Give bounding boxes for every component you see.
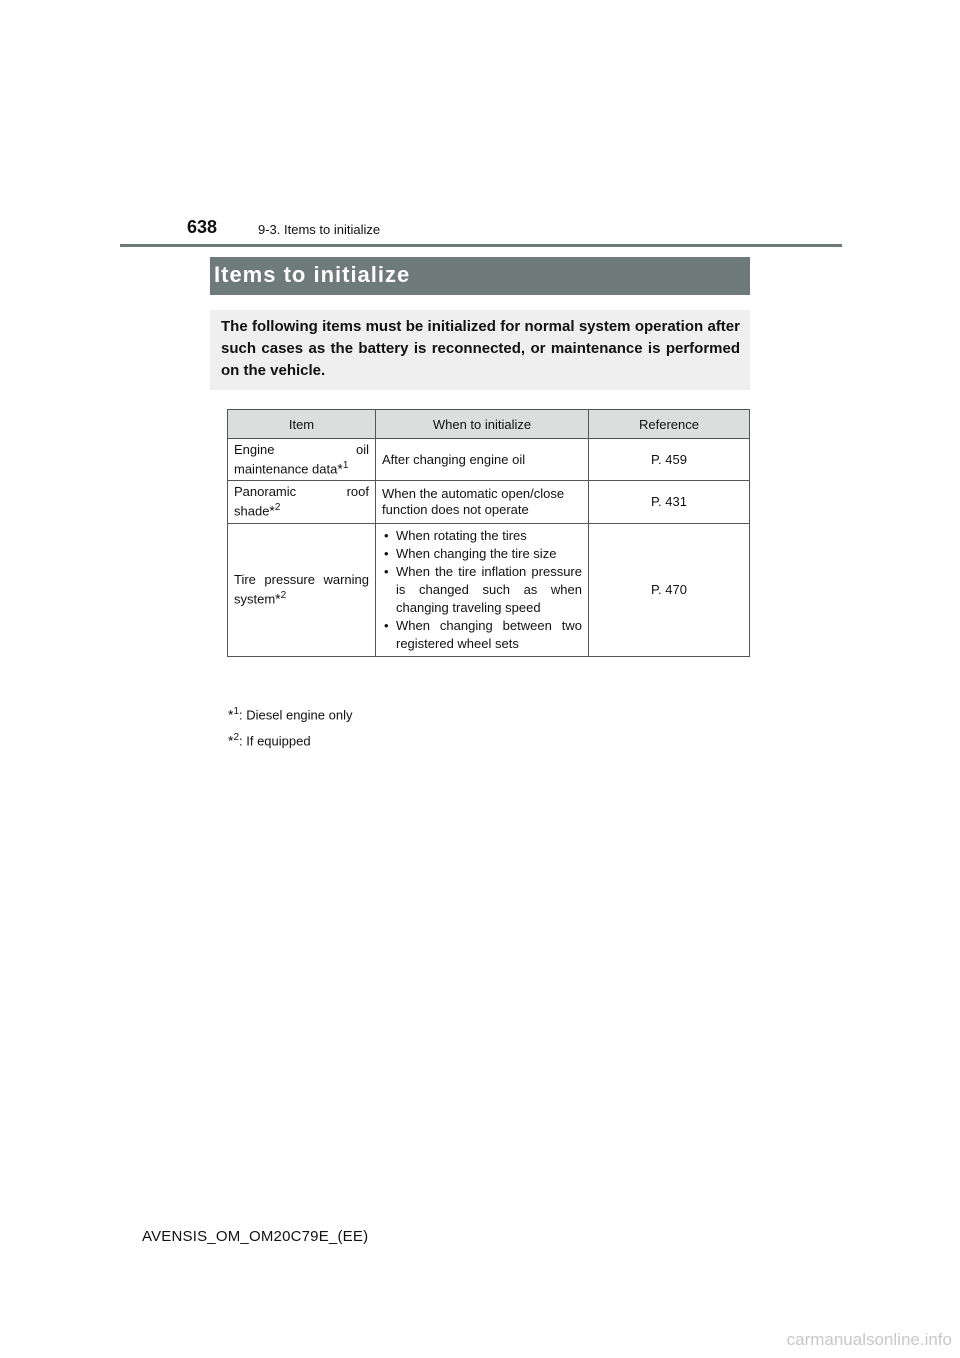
- when-cell: After changing engine oil: [376, 439, 589, 481]
- list-item: • When the tire inflation pressure is changed such as when changing traveling speed: [382, 563, 582, 617]
- table-header-row: [228, 410, 750, 439]
- footnote-text: : Diesel engine only: [239, 707, 353, 723]
- item-name: Tire pressure warning system: [234, 571, 369, 607]
- intro-box: [210, 310, 750, 390]
- footnote-text: : If equipped: [239, 733, 311, 749]
- footnote: [228, 732, 311, 748]
- footnote-ref: 2: [280, 589, 287, 601]
- list-item: • When rotating the tires: [382, 527, 582, 545]
- item-name: Engine oil maintenance data: [234, 442, 369, 477]
- item-name: Panoramic roof shade: [234, 484, 369, 519]
- title-bar: [210, 257, 750, 295]
- footnote-mark: *: [228, 706, 234, 723]
- footnote-ref: 1: [342, 460, 349, 471]
- page-number: 638: [187, 217, 218, 237]
- item-cell: [228, 481, 376, 523]
- intro-text: The following items must be initialized for normal system operation after such cases as the battery is reconnected, or maintenance is performed on the vehicle.: [221, 318, 740, 379]
- list-item: • When changing between two registered wheel sets: [382, 617, 582, 653]
- reference-link[interactable]: P. 431: [589, 481, 750, 523]
- footnote-mark: *: [275, 590, 281, 607]
- footnote-number: 1: [233, 706, 240, 717]
- footnote-mark: *: [228, 732, 234, 749]
- list-item: • When changing the tire size: [382, 545, 582, 563]
- item-cell: [228, 523, 376, 656]
- header-when: When to initialize: [376, 410, 589, 439]
- watermark: carmanualsonline.info: [786, 1330, 952, 1349]
- section-breadcrumb: 9-3. Items to initialize: [258, 222, 381, 237]
- footnote-mark: *: [337, 460, 343, 477]
- when-cell: When the automatic open/close function does not operate: [376, 481, 589, 523]
- footnote: [228, 706, 352, 722]
- when-list: [382, 527, 582, 653]
- reference-link[interactable]: P. 459: [589, 439, 750, 481]
- footnote-mark: *: [269, 502, 275, 519]
- page-title: Items to initialize: [214, 262, 411, 287]
- when-cell: [376, 523, 589, 656]
- document-code: AVENSIS_OM_OM20C79E_(EE): [142, 1228, 369, 1245]
- initialize-items-table: [227, 409, 750, 657]
- reference-link[interactable]: P. 470: [589, 523, 750, 656]
- table-row: [228, 481, 750, 523]
- header-item: Item: [228, 410, 376, 439]
- table-row: [228, 439, 750, 481]
- header-divider: [120, 244, 842, 247]
- footnote-ref: 2: [274, 502, 281, 514]
- item-cell: [228, 439, 376, 481]
- footnote-number: 2: [233, 732, 240, 743]
- table-row: [228, 523, 750, 656]
- header-reference: Reference: [589, 410, 750, 439]
